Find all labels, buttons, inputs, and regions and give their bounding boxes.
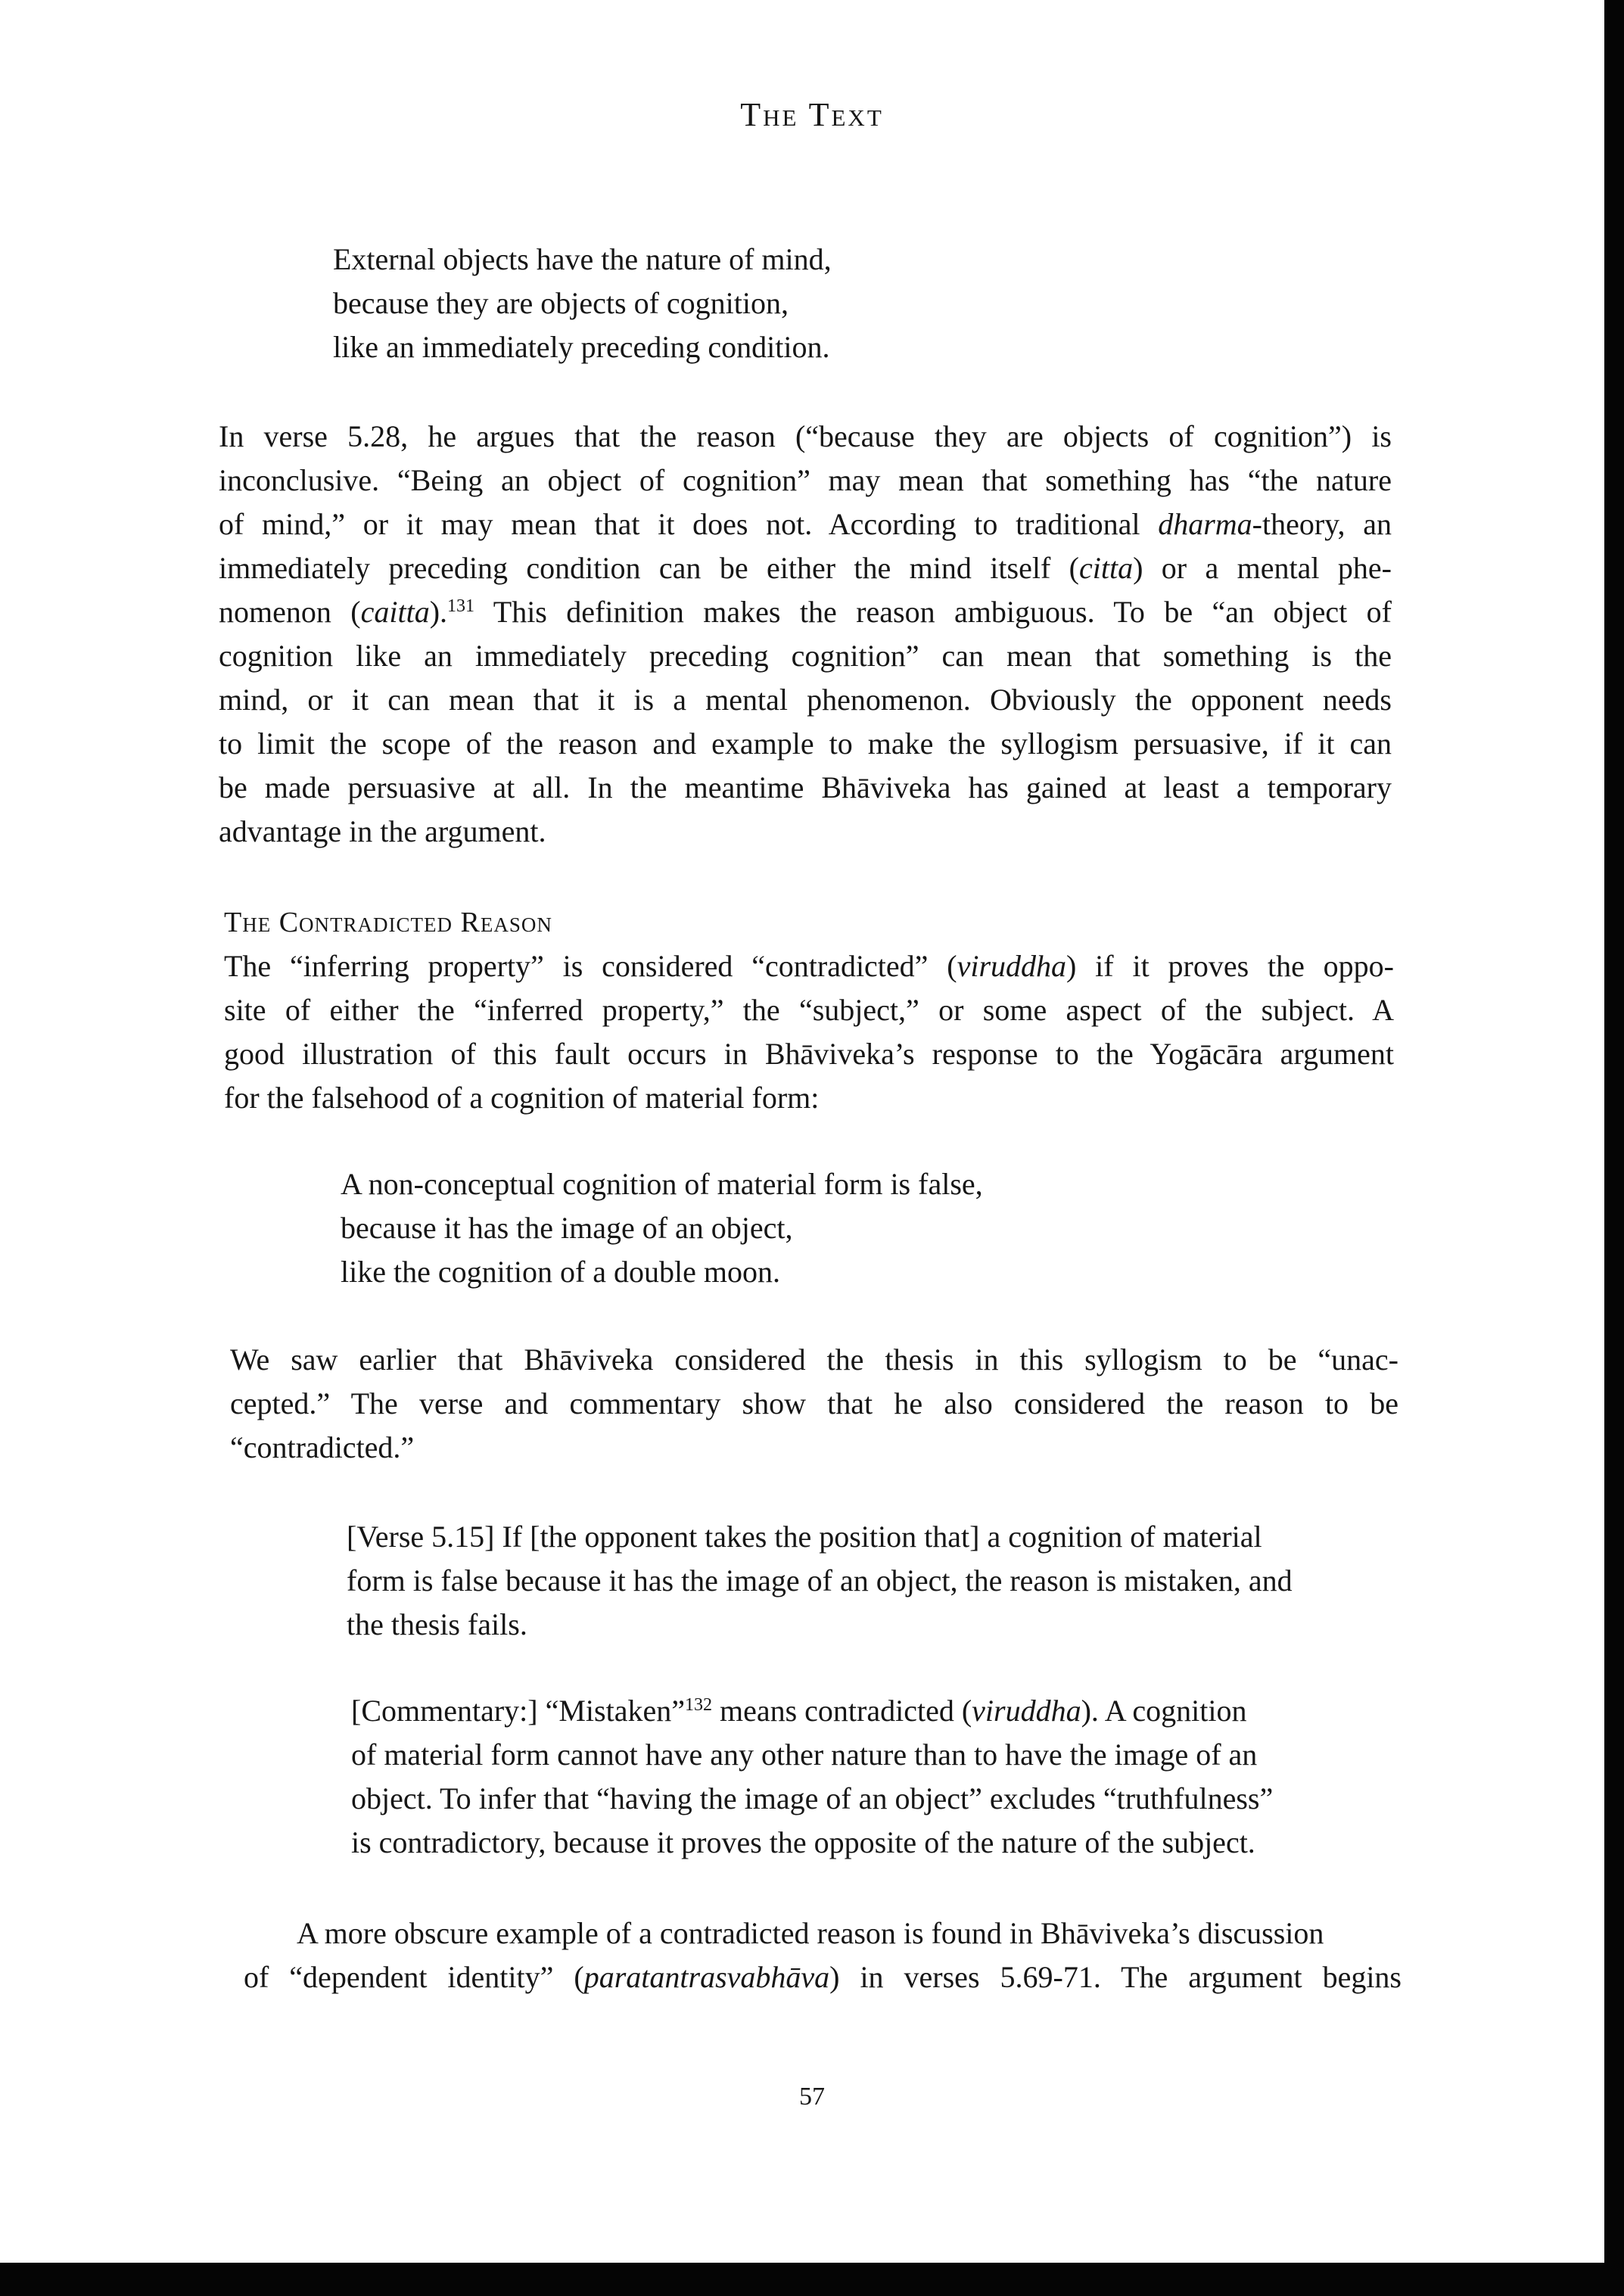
paragraph-line: to limit the scope of the reason and example to make the syllogism persuasive, if it can: [219, 726, 1392, 761]
syllogism-2-line: like the cognition of a double moon.: [341, 1255, 780, 1289]
term-dharma: dharma: [1158, 507, 1252, 541]
quote-line: form is false because it has the image of an object, the reason is mistaken, and: [347, 1563, 1293, 1598]
term-viruddha: viruddha: [972, 1694, 1081, 1728]
paragraph-line: In verse 5.28, he argues that the reason (“because they are objects of cognition”) is: [219, 419, 1392, 453]
paragraph-line: be made persuasive at all. In the meantime Bhāviveka has gained at least a temporary: [219, 770, 1392, 804]
paragraph-line: advantage in the argument.: [219, 814, 546, 848]
quote-line: [Verse 5.15] If [the opponent takes the position that] a cognition of material: [347, 1520, 1262, 1554]
syllogism-1-line: like an immediately preceding condition.: [333, 330, 830, 364]
paragraph-line: cepted.” The verse and commentary show that he also considered the reason to be: [230, 1386, 1398, 1420]
paragraph-1: [219, 415, 1392, 854]
syllogism-1-line: because they are objects of cognition,: [333, 286, 789, 320]
section-heading: The Contradicted Reason: [224, 907, 552, 938]
scan-edge-bottom: [0, 2263, 1624, 2296]
paragraph-line: inconclusive. “Being an object of cognition” may mean that something has “the nature: [219, 463, 1392, 497]
quote-line: is contradictory, because it proves the opposite of the nature of the subject.: [351, 1825, 1255, 1859]
paragraph-line: The “inferring property” is considered “contradicted” (viruddha) if it proves the oppo-: [224, 949, 1395, 983]
running-head: The Text: [740, 96, 884, 133]
quote-verse: [347, 1515, 1391, 1647]
footnote-ref-131: 131: [447, 596, 475, 616]
term-caitta: caitta: [360, 595, 430, 629]
syllogism-1: [333, 238, 832, 369]
quote-line: object. To infer that “having the image of an object” excludes “truthfulness”: [351, 1781, 1274, 1815]
paragraph-line: nomenon (caitta).$^{131}$ This definition makes the reason ambiguous. To be “an object of: [219, 595, 1392, 629]
paragraph-line: of “dependent identity” (paratantrasvabhāva) in verses 5.69-71. The argument begins: [244, 1960, 1402, 1994]
syllogism-2: [341, 1162, 983, 1294]
paragraph-line: for the falsehood of a cognition of material form:: [224, 1081, 820, 1115]
paragraph-line: of mind,” or it may mean that it does not. According to traditional dharma-theory, an: [219, 507, 1392, 541]
quote-commentary: [351, 1689, 1395, 1865]
syllogism-2-line: A non-conceptual cognition of material form is false,: [341, 1167, 983, 1201]
term-viruddha: viruddha: [957, 949, 1067, 983]
paragraph-line: good illustration of this fault occurs in Bhāviveka’s response to the Yogācāra argument: [224, 1037, 1394, 1071]
paragraph-4: [244, 1912, 1402, 1999]
paragraph-line: “contradicted.”: [230, 1430, 415, 1464]
quote-line: the thesis fails.: [347, 1607, 527, 1641]
quote-line: of material form cannot have any other nature than to have the image of an: [351, 1738, 1258, 1772]
paragraph-line: immediately preceding condition can be either the mind itself (citta) or a mental phe-: [219, 551, 1392, 585]
paragraph-3: [230, 1338, 1398, 1470]
paragraph-line: cognition like an immediately preceding cognition” can mean that something is the: [219, 639, 1392, 673]
paragraph-line: A more obscure example of a contradicted reason is found in Bhāviveka’s discussion: [297, 1916, 1324, 1950]
quote-line: [Commentary:] “Mistaken”$^{132}$ means contradicted (viruddha). A cognition: [351, 1694, 1247, 1728]
paragraph-2: [224, 944, 1394, 1120]
syllogism-2-line: because it has the image of an object,: [341, 1211, 793, 1245]
paragraph-line: We saw earlier that Bhāviveka considered the thesis in this syllogism to be “unac-: [230, 1342, 1398, 1377]
paragraph-line: mind, or it can mean that it is a mental phenomenon. Obviously the opponent needs: [219, 683, 1392, 717]
term-citta: citta: [1079, 551, 1134, 585]
paragraph-line: site of either the “inferred property,” the “subject,” or some aspect of the subject. A: [224, 993, 1394, 1027]
page-number: 57: [799, 2083, 825, 2111]
term-paratantrasvabhava: paratantrasvabhāva: [583, 1960, 830, 1994]
syllogism-1-line: External objects have the nature of mind,: [333, 242, 832, 276]
scan-edge-right: [1604, 0, 1624, 2296]
footnote-ref-132: 132: [684, 1695, 712, 1715]
